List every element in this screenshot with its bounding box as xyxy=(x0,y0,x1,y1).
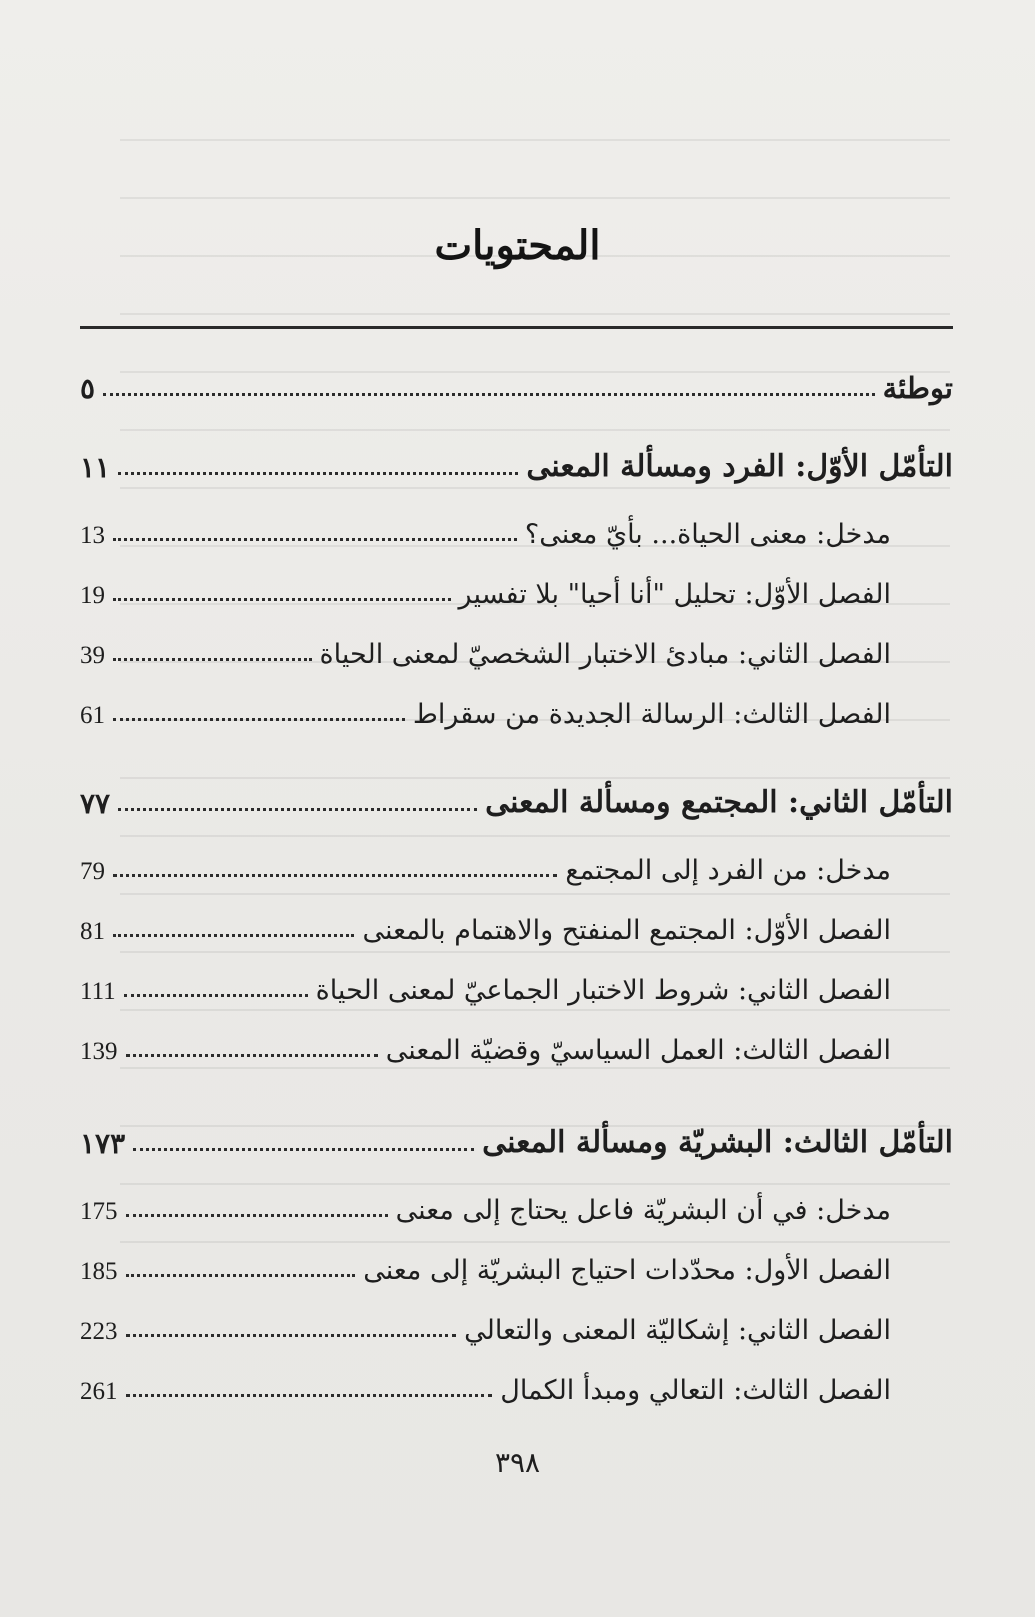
toc-entry-title: التأمّل الثاني: المجتمع ومسألة المعنى xyxy=(485,785,953,820)
toc-page-number: 111 xyxy=(80,978,116,1005)
leader-dots xyxy=(118,472,518,475)
toc-entry-title: الفصل الثاني: إشكاليّة المعنى والتعالي xyxy=(464,1315,891,1346)
toc-page-number: 81 xyxy=(80,918,105,945)
toc-page-number: 139 xyxy=(80,1038,118,1065)
toc-entry-title: التأمّل الثالث: البشريّة ومسألة المعنى xyxy=(482,1125,953,1160)
toc-page-number: 61 xyxy=(80,702,105,729)
toc-page-number: 39 xyxy=(80,642,105,669)
toc-page-number: 223 xyxy=(80,1318,118,1345)
toc-row xyxy=(80,1302,953,1346)
toc-entry-title: الفصل الثاني: مبادئ الاختبار الشخصيّ لمعنى الحياة xyxy=(319,639,891,670)
toc-row xyxy=(80,1022,953,1066)
toc-row xyxy=(80,1182,953,1226)
toc-row xyxy=(80,626,953,670)
toc-entry-title: الفصل الأوّل: تحليل "أنا أحيا" بلا تفسير xyxy=(458,579,891,610)
toc-page-number: 13 xyxy=(80,522,105,549)
toc-row xyxy=(80,686,953,730)
toc-row xyxy=(80,1242,953,1286)
leader-dots xyxy=(113,874,557,877)
leader-dots xyxy=(113,538,517,541)
leader-dots xyxy=(126,1274,356,1277)
toc-entry-title: الفصل الأول: محدّدات احتياج البشريّة إلى معنى xyxy=(363,1255,891,1286)
leader-dots xyxy=(118,808,477,811)
toc-entry-title: مدخل: من الفرد إلى المجتمع xyxy=(565,855,891,886)
toc-entry-title: مدخل: معنى الحياة... بأيّ معنى؟ xyxy=(524,519,891,550)
toc-row-introduction xyxy=(80,361,953,405)
leader-dots xyxy=(113,658,312,661)
toc-row xyxy=(80,1362,953,1406)
toc-page-number: 19 xyxy=(80,582,105,609)
toc-row xyxy=(80,962,953,1006)
leader-dots xyxy=(124,994,308,997)
leader-dots xyxy=(103,393,875,396)
toc-page-number: 175 xyxy=(80,1198,118,1225)
leader-dots xyxy=(133,1148,474,1151)
toc-entry-title: الفصل الثالث: العمل السياسيّ وقضيّة المعنى xyxy=(385,1035,891,1066)
table-of-contents xyxy=(80,0,953,1500)
leader-dots xyxy=(113,598,451,601)
toc-row-part-three xyxy=(80,1116,953,1160)
leader-dots xyxy=(126,1334,457,1337)
toc-row-part-two xyxy=(80,776,953,820)
toc-row-part-one xyxy=(80,440,953,484)
toc-entry-title: التأمّل الأوّل: الفرد ومسألة المعنى xyxy=(526,449,953,484)
leader-dots xyxy=(126,1054,378,1057)
leader-dots xyxy=(113,718,405,721)
toc-page-number: ٥ xyxy=(80,372,96,405)
toc-entry-title: الفصل الثالث: التعالي ومبدأ الكمال xyxy=(500,1375,891,1406)
toc-page-number: ٧٧ xyxy=(80,787,111,820)
leader-dots xyxy=(113,934,354,937)
toc-page-number: ١٧٣ xyxy=(80,1127,126,1160)
toc-row xyxy=(80,842,953,886)
toc-entry-title: مدخل: في أن البشريّة فاعل يحتاج إلى معنى xyxy=(395,1195,891,1226)
toc-row xyxy=(80,902,953,946)
toc-page-number: ١١ xyxy=(80,451,111,484)
page-title: المحتويات xyxy=(434,222,601,269)
toc-entry-title: الفصل الثاني: شروط الاختبار الجماعيّ لمعنى الحياة xyxy=(315,975,891,1006)
toc-page-number: 79 xyxy=(80,858,105,885)
toc-row xyxy=(80,506,953,550)
page-folio-number: ٣٩٨ xyxy=(494,1446,541,1479)
toc-page-number: 261 xyxy=(80,1378,118,1405)
toc-entry-title: توطئة xyxy=(882,371,953,405)
leader-dots xyxy=(126,1214,388,1217)
toc-page-number: 185 xyxy=(80,1258,118,1285)
toc-entry-title: الفصل الثالث: الرسالة الجديدة من سقراط xyxy=(412,699,891,730)
toc-row xyxy=(80,566,953,610)
leader-dots xyxy=(126,1394,493,1397)
toc-entry-title: الفصل الأوّل: المجتمع المنفتح والاهتمام بالمعنى xyxy=(362,915,891,946)
